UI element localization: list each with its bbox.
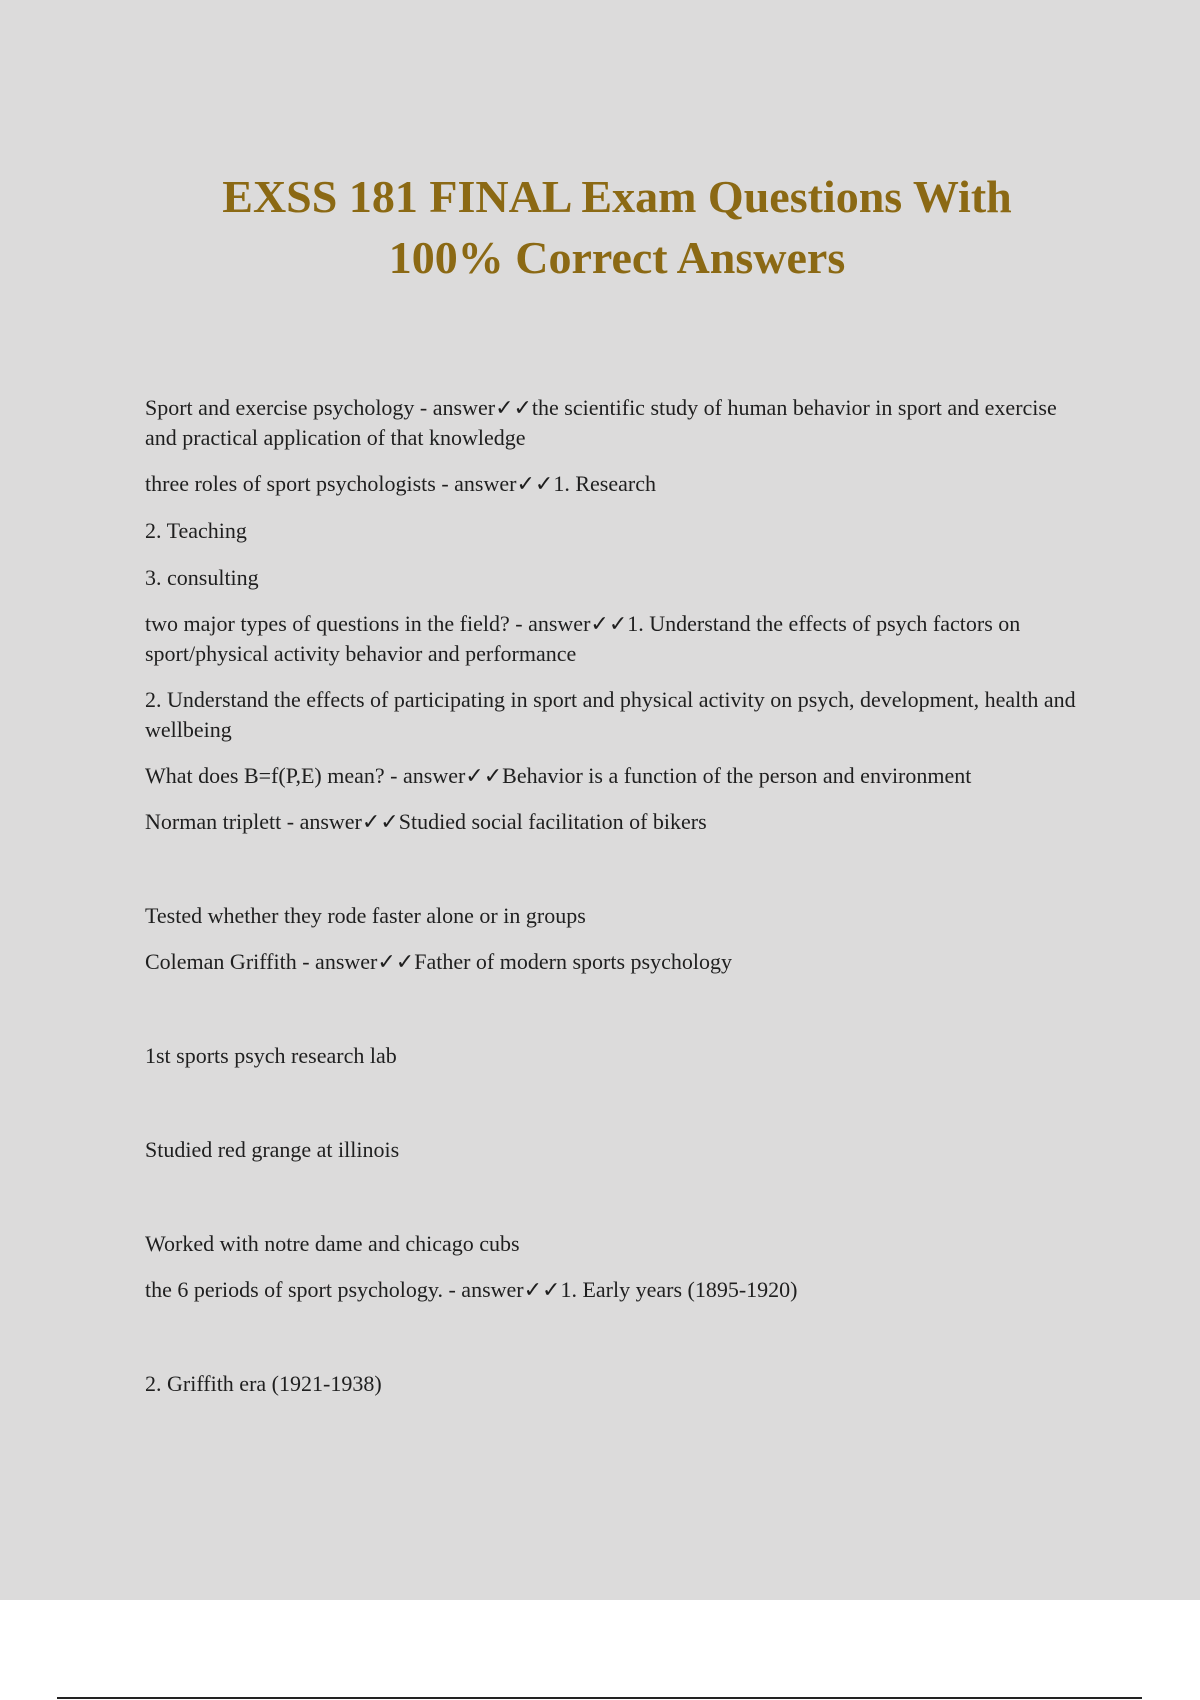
title-line-1: EXSS 181 FINAL Exam Questions With <box>222 171 1012 222</box>
footer-divider <box>57 1697 1142 1699</box>
page-footer <box>0 1600 1200 1700</box>
paragraph: 2. Understand the effects of participating in sport and physical activity on psych, development, health and wellbeing <box>145 687 1076 742</box>
document-body <box>145 393 1090 1399</box>
paragraph: 2. Griffith era (1921-1938) <box>145 1371 382 1396</box>
paragraph: 3. consulting <box>145 565 259 590</box>
paragraph: 2. Teaching <box>145 518 247 543</box>
title-line-2: 100% Correct Answers <box>388 232 846 283</box>
paragraph: What does B=f(P,E) mean? - answer✓✓Behavior is a function of the person and environment <box>145 763 972 788</box>
paragraph: 1st sports psych research lab <box>145 1043 397 1068</box>
paragraph: three roles of sport psychologists - answer✓✓1. Research <box>145 471 656 496</box>
paragraph: Norman triplett - answer✓✓Studied social facilitation of bikers <box>145 809 707 834</box>
paragraph: two major types of questions in the field? - answer✓✓1. Understand the effects of psych factors on sport/physical activity behavior and performance <box>145 611 1021 666</box>
paragraph: the 6 periods of sport psychology. - answer✓✓1. Early years (1895-1920) <box>145 1277 798 1302</box>
paragraph: Studied red grange at illinois <box>145 1137 400 1162</box>
paragraph: Tested whether they rode faster alone or in groups <box>145 903 586 928</box>
page-title <box>0 166 1200 288</box>
paragraph: Sport and exercise psychology - answer✓✓the scientific study of human behavior in sport and exercise and practical application of that knowledge <box>145 395 1057 450</box>
paragraph: Coleman Griffith - answer✓✓Father of modern sports psychology <box>145 949 732 974</box>
paragraph: Worked with notre dame and chicago cubs <box>145 1231 520 1256</box>
